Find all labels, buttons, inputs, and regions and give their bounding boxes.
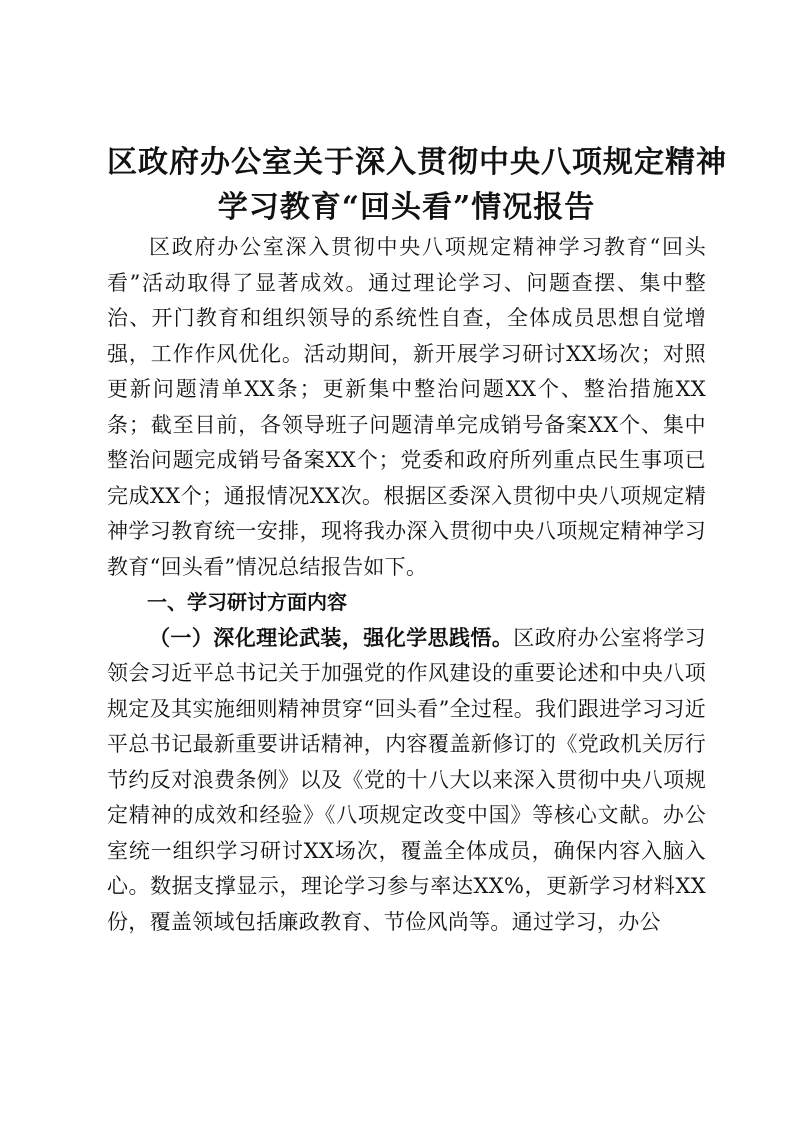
subsection-paragraph-1 bbox=[107, 621, 706, 941]
intro-paragraph: 区政府办公室深入贯彻中央八项规定精神学习教育“回头看”活动取得了显著成效。通过理论学习、问题查摆、集中整治、开门教育和组织领导的系统性自查，全体成员思想自觉增强，工作作风优化。活动期间，新开展学习研讨XX场次；对照更新问题清单XX条；更新集中整治问题XX个、整治措施XX条；截至目前，各领导班子问题清单完成销号备案XX个、集中整治问题完成销号备案XX个；党委和政府所列重点民生事项已完成XX个；通报情况XX次。根据区委深入贯彻中央八项规定精神学习教育统一安排，现将我办深入贯彻中央八项规定精神学习教育“回头看”情况总结报告如下。 bbox=[107, 235, 706, 579]
subsection-heading-1: （一）深化理论武装，强化学思践悟。 bbox=[149, 625, 514, 650]
document-title bbox=[107, 140, 727, 230]
subsection-body-1: 区政府办公室将学习领会习近平总书记关于加强党的作风建设的重要论述和中央八项规定及其实施细则精神贯穿“回头看”全过程。我们跟进学习习近平总书记最新重要讲话精神，内容覆盖新修订的《党政机关厉行节约反对浪费条例》以及《党的十八大以来深入贯彻中央八项规定精神的成效和经验》《八项规定改变中国》等核心文献。办公室统一组织学习研讨XX场次，覆盖全体成员，确保内容入脑入心。数据支撑显示，理论学习参与率达XX%，更新学习材料XX份，覆盖领域包括廉政教育、节俭风尚等。通过学习，办公 bbox=[107, 625, 706, 934]
title-line-2: 学习教育“回头看”情况报告 bbox=[217, 190, 596, 225]
title-line-1: 区政府办公室关于深入贯彻中央八项规定精神 bbox=[107, 145, 727, 180]
section-heading-1: 一、学习研讨方面内容 bbox=[147, 590, 347, 614]
